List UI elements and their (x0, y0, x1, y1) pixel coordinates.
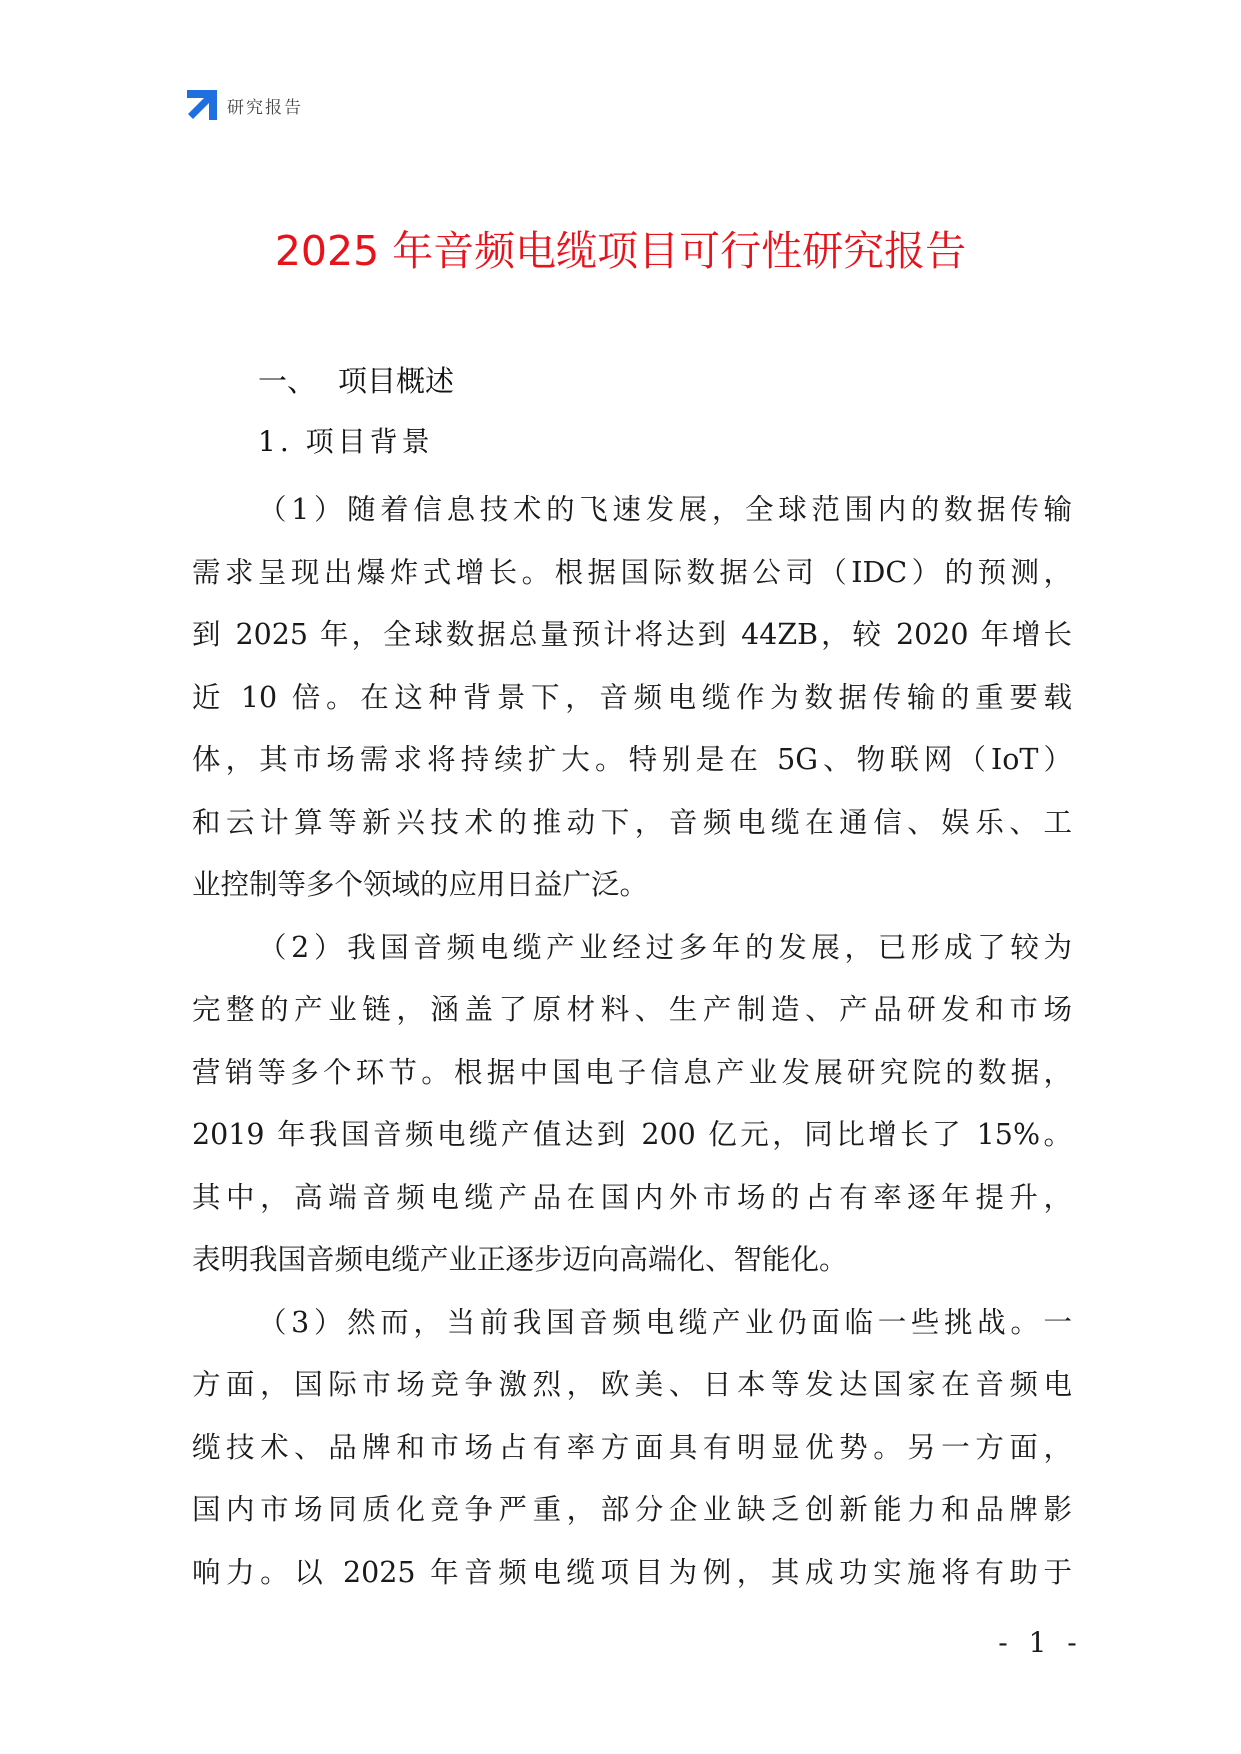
paragraph-line: （2）我国音频电缆产业经过多年的发展，已形成了较为 (258, 930, 1072, 964)
paragraph-line: 到 2025 年，全球数据总量预计将达到 44ZB，较 2020 年增长 (192, 618, 1072, 651)
paragraph-line: （3）然而，当前我国音频电缆产业仍面临一些挑战。一 (258, 1305, 1072, 1339)
paragraph-line: （1）随着信息技术的飞速发展，全球范围内的数据传输 (258, 493, 1072, 526)
page-number: - 1 - (998, 1626, 1083, 1659)
subsection-heading: 1. 项目背景 (258, 425, 434, 458)
section-number: 一、 (258, 364, 317, 398)
paragraph-line: 缆技术、品牌和市场占有率方面具有明显优势。另一方面， (192, 1430, 1072, 1464)
paragraph-line: 完整的产业链，涵盖了原材料、生产制造、产品研发和市场 (192, 993, 1072, 1026)
header-label: 研究报告 (227, 97, 303, 118)
paragraph-line: 和云计算等新兴技术的推动下，音频电缆在通信、娱乐、工 (192, 805, 1072, 839)
paragraph-line: 体，其市场需求将持续扩大。特别是在 5G、物联网（IoT） (192, 743, 1072, 776)
paragraph-line: 方面，国际市场竞争激烈，欧美、日本等发达国家在音频电 (192, 1368, 1072, 1401)
paragraph-line: 其中，高端音频电缆产品在国内外市场的占有率逐年提升， (192, 1180, 1072, 1214)
paragraph-line: 近 10 倍。在这种背景下，音频电缆作为数据传输的重要载 (192, 680, 1072, 714)
paragraph-line: 业控制等多个领域的应用日益广泛。 (192, 868, 649, 901)
document-header (187, 90, 303, 120)
document-title: 2025 年音频电缆项目可行性研究报告 (274, 227, 967, 275)
body-text (192, 479, 1072, 1604)
paragraph-line: 响力。以 2025 年音频电缆项目为例，其成功实施将有助于 (192, 1555, 1072, 1589)
paragraph-line: 国内市场同质化竞争严重，部分企业缺乏创新能力和品牌影 (192, 1493, 1072, 1526)
section-title: 项目概述 (338, 364, 455, 398)
arrow-up-right-icon (187, 90, 217, 120)
paragraph-line: 表明我国音频电缆产业正逐步迈向高端化、智能化。 (192, 1243, 848, 1276)
paragraph-line: 需求呈现出爆炸式增长。根据国际数据公司（IDC）的预测， (192, 555, 1072, 589)
section-heading (258, 359, 454, 400)
paragraph-line: 营销等多个环节。根据中国电子信息产业发展研究院的数据， (192, 1055, 1072, 1089)
paragraph-line: 2019 年我国音频电缆产值达到 200 亿元，同比增长了 15%。 (192, 1118, 1072, 1151)
